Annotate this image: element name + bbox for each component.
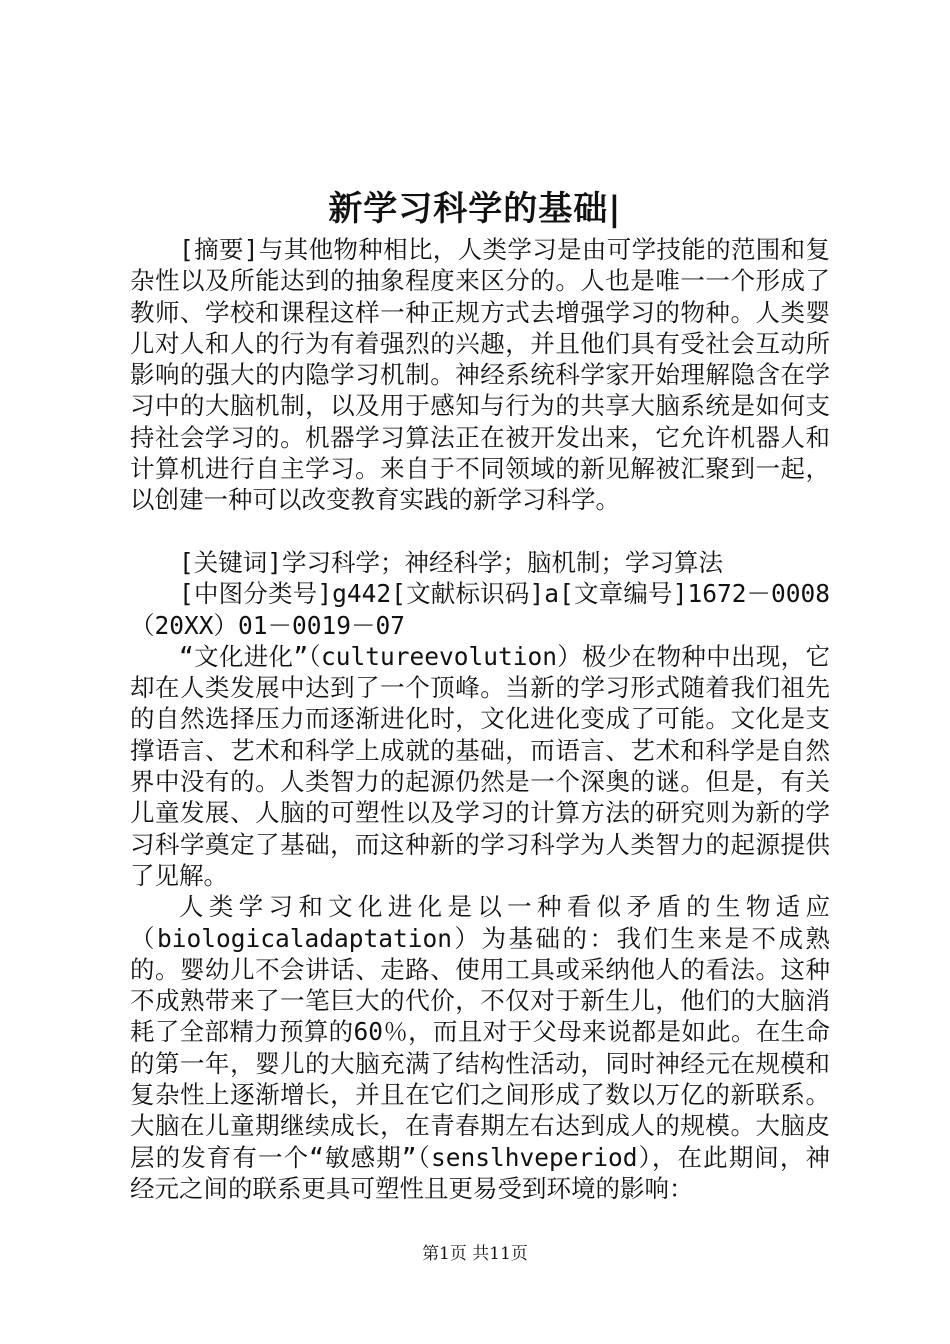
keywords-paragraph: [关键词]学习科学；神经科学；脑机制；学习算法 (179, 547, 723, 577)
abstract-paragraph: [摘要]与其他物种相比，人类学习是由可学技能的范围和复杂性以及所能达到的抽象程度来区分的。人也是唯一一个形成了教师、学校和课程这样一种正规方式去增强学习的物种。人类婴儿对人和人的行为有着强烈的兴趣，并且他们具有受社会互动所影响的强大的内隐学习机制。神经系统科学家开始理解隐含在学习中的大脑机制，以及用于感知与行为的共享大脑系统是如何支持社会学习的。机器学习算法正在被开发出来，它允许机器人和计算机进行自主学习。来自于不同领域的新见解被汇聚到一起，以创建一种可以改变教育实践的新学习科学。 (130, 235, 830, 515)
body-paragraph-1: “文化进化”（cultureevolution）极少在物种中出现，它却在人类发展中达到了一个顶峰。当新的学习形式随着我们祖先的自然选择压力而逐渐进化时，文化进化变成了可能。文化是支撑语言、艺术和科学上成就的基础，而语言、艺术和科学是自然界中没有的。人类智力的起源仍然是一个深奥的谜。但是，有关儿童发展、人脑的可塑性以及学习的计算方法的研究则为新的学习科学奠定了基础，而这种新的学习科学为人类智力的起源提供了见解。 (130, 641, 830, 890)
document-body (130, 234, 830, 1204)
paragraph-spacer (130, 516, 830, 547)
page-footer: 第1页 共11页 (422, 1244, 528, 1264)
body-paragraph-2: 人类学习和文化进化是以一种看似矛盾的生物适应（biologicaladaptation）为基础的：我们生来是不成熟的。婴幼儿不会讲话、走路、使用工具或采纳他人的看法。这种不成熟带来了一笔巨大的代价，不仅对于新生儿，他们的大脑消耗了全部精力预算的60％，而且对于父母来说都是如此。在生命的第一年，婴儿的大脑充满了结构性活动，同时神经元在规模和复杂性上逐渐增长，并且在它们之间形成了数以万亿的新联系。大脑在儿童期继续成长，在青春期左右达到成人的规模。大脑皮层的发育有一个“敏感期”（senslhveperiod），在此期间，神经元之间的联系更具可塑性且更易受到环境的影响： (130, 892, 830, 1203)
classification-paragraph: [中图分类号]g442[文献标识码]a[文章编号]1672－0008（20XX）01－0019－07 (130, 579, 830, 640)
document-title: 新学习科学的基础| (328, 189, 622, 229)
